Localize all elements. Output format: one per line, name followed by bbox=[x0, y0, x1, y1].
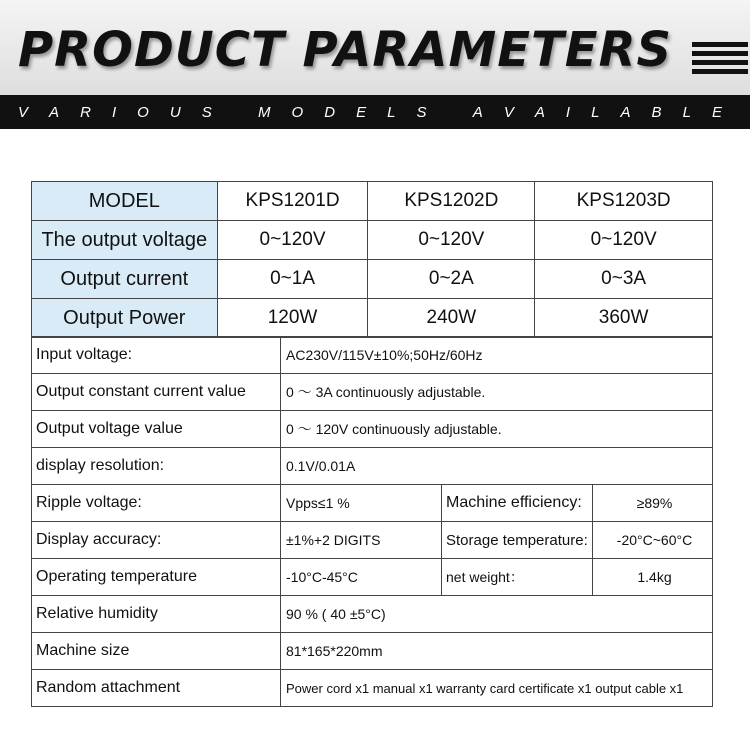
models-table bbox=[31, 181, 713, 338]
model-name: KPS1202D bbox=[368, 182, 535, 221]
spec-label: Ripple voltage: bbox=[32, 485, 281, 522]
cell-value: 0~1A bbox=[217, 260, 368, 299]
table-row bbox=[32, 260, 713, 299]
spec-value: 0 ～ 120V continuously adjustable. bbox=[281, 411, 713, 448]
subtitle-letter: M bbox=[258, 103, 271, 121]
table-row bbox=[32, 374, 713, 411]
page-title: PRODUCT PARAMETERS bbox=[18, 22, 673, 78]
row-label: Output Power bbox=[32, 299, 218, 338]
spec-value: ±1%+2 DIGITS bbox=[281, 522, 442, 559]
spec-label: Output voltage value bbox=[32, 411, 281, 448]
subtitle-letter: O bbox=[291, 103, 304, 121]
spec-value: -20°C~60°C bbox=[593, 522, 713, 559]
spec-value: Vpps≤1 % bbox=[281, 485, 442, 522]
subtitle-letter: I bbox=[111, 103, 117, 121]
table-row bbox=[32, 411, 713, 448]
row-label: The output voltage bbox=[32, 221, 218, 260]
cell-value: 0~120V bbox=[368, 221, 535, 260]
cell-value: 120W bbox=[217, 299, 368, 338]
spec-value: 90 % ( 40 ±5°C) bbox=[281, 596, 713, 633]
spec-value: ≥89% bbox=[593, 485, 713, 522]
spec-label: Machine efficiency: bbox=[442, 485, 593, 522]
table-row bbox=[32, 485, 713, 522]
spec-label: Output constant current value bbox=[32, 374, 281, 411]
row-label: Output current bbox=[32, 260, 218, 299]
model-name: KPS1201D bbox=[217, 182, 368, 221]
subtitle-letter: L bbox=[387, 103, 396, 121]
subtitle-letter: A bbox=[534, 103, 545, 121]
spec-value: AC230V/115V±10%;50Hz/60Hz bbox=[281, 337, 713, 374]
table-row bbox=[32, 596, 713, 633]
subtitle-letter: U bbox=[169, 103, 181, 121]
subtitle-letter: A bbox=[620, 103, 631, 121]
spec-value: 0.1V/0.01A bbox=[281, 448, 713, 485]
subtitle-letter: O bbox=[137, 103, 149, 121]
subtitle-letter bbox=[448, 104, 452, 121]
subtitle-letter: V bbox=[503, 103, 514, 121]
spec-value: 81*165*220mm bbox=[281, 633, 713, 670]
spec-label: Random attachment bbox=[32, 670, 281, 707]
spec-value: 1.4kg bbox=[593, 559, 713, 596]
table-row bbox=[32, 559, 713, 596]
spec-label: Display accuracy: bbox=[32, 522, 281, 559]
spec-value: -10°C-45°C bbox=[281, 559, 442, 596]
spec-label: Operating temperature bbox=[32, 559, 281, 596]
subtitle-letter: R bbox=[80, 103, 91, 121]
table-row bbox=[32, 182, 713, 221]
cell-value: 0~120V bbox=[217, 221, 368, 260]
subtitle-letter: L bbox=[682, 103, 691, 121]
table-row bbox=[32, 448, 713, 485]
spec-label: Storage temperature: bbox=[442, 522, 593, 559]
spec-label: net weight： bbox=[442, 559, 593, 596]
subtitle-letter: A bbox=[472, 103, 483, 121]
spec-label: Input voltage: bbox=[32, 337, 281, 374]
spec-value: Power cord x1 manual x1 warranty card certificate x1 output cable x1 bbox=[281, 670, 713, 707]
subtitle-letter: D bbox=[324, 103, 336, 121]
table-row bbox=[32, 522, 713, 559]
subtitle-letter: L bbox=[591, 103, 600, 121]
cell-value: 360W bbox=[535, 299, 713, 338]
model-name: KPS1203D bbox=[535, 182, 713, 221]
subtitle-letter bbox=[233, 104, 237, 121]
model-header-label: MODEL bbox=[32, 182, 218, 221]
stripes-decoration bbox=[692, 42, 748, 78]
table-row bbox=[32, 633, 713, 670]
subtitle bbox=[0, 95, 750, 129]
spec-label: display resolution: bbox=[32, 448, 281, 485]
table-row bbox=[32, 221, 713, 260]
subtitle-letter: S bbox=[416, 103, 427, 121]
subtitle-letter: V bbox=[18, 103, 29, 121]
cell-value: 240W bbox=[368, 299, 535, 338]
specs-table bbox=[31, 336, 713, 707]
spec-label: Machine size bbox=[32, 633, 281, 670]
subtitle-letter: E bbox=[356, 103, 367, 121]
subtitle-bar bbox=[0, 95, 750, 129]
table-row bbox=[32, 670, 713, 707]
subtitle-letter: S bbox=[201, 103, 212, 121]
spec-value: 0 ～ 3A continuously adjustable. bbox=[281, 374, 713, 411]
cell-value: 0~120V bbox=[535, 221, 713, 260]
spec-label: Relative humidity bbox=[32, 596, 281, 633]
cell-value: 0~3A bbox=[535, 260, 713, 299]
header-banner bbox=[0, 0, 750, 95]
subtitle-letter: E bbox=[711, 103, 722, 121]
subtitle-letter: A bbox=[49, 103, 60, 121]
subtitle-letter: I bbox=[565, 103, 571, 121]
table-row bbox=[32, 337, 713, 374]
subtitle-letter: B bbox=[651, 103, 662, 121]
table-row bbox=[32, 299, 713, 338]
cell-value: 0~2A bbox=[368, 260, 535, 299]
